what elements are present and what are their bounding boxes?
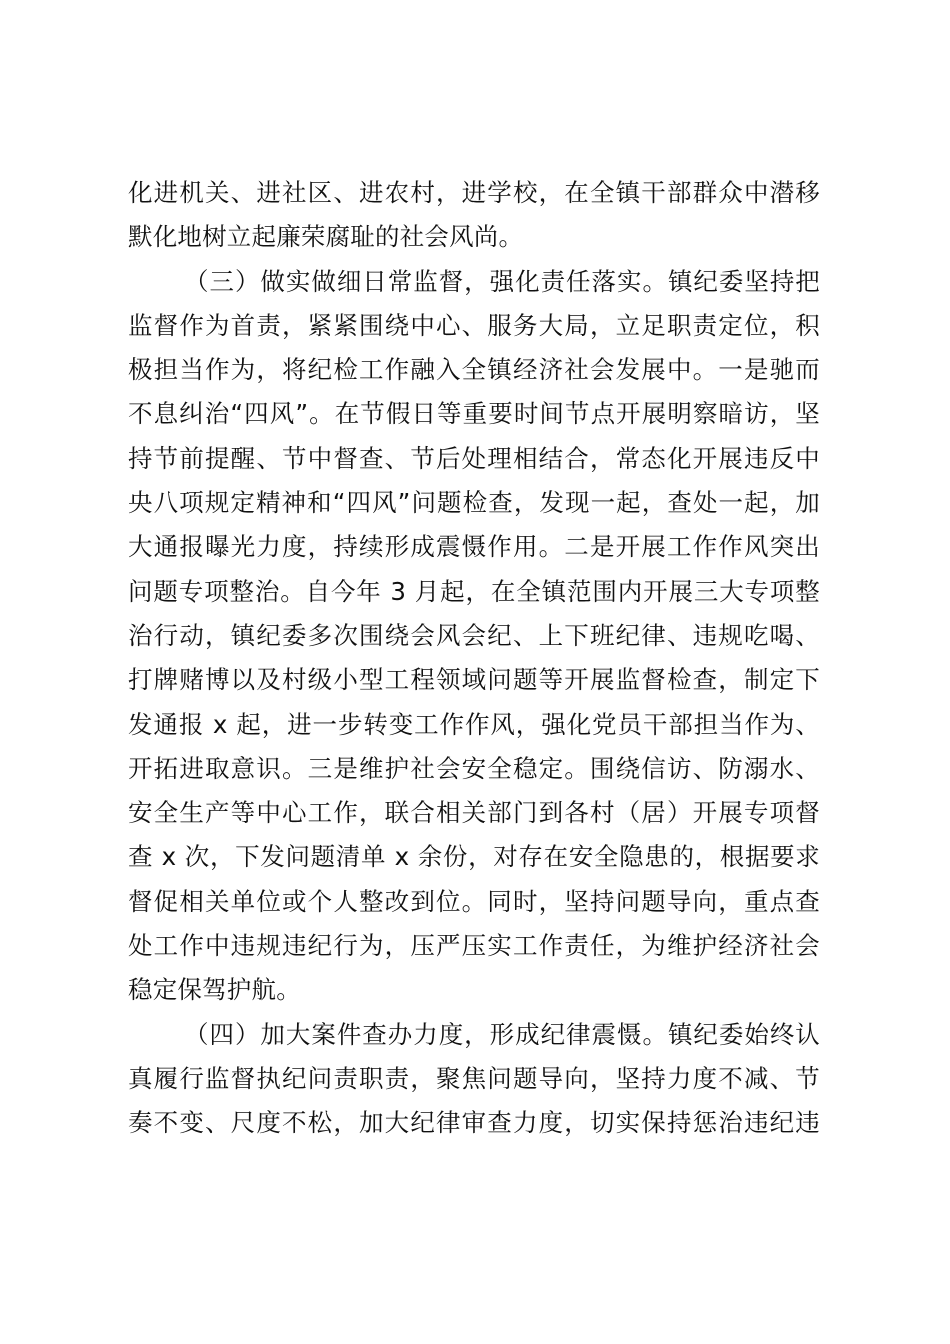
text-line: 问题专项整治。自今年 3 月起，在全镇范围内开展三大专项整 — [128, 576, 820, 606]
text-line: 奏不变、尺度不松，加大纪律审查力度，切实保持惩治违纪违 — [128, 1108, 820, 1138]
text-line: 处工作中违规违纪行为，压严压实工作责任，为维护经济社会 — [128, 931, 820, 961]
text-line: 安全生产等中心工作，联合相关部门到各村（居）开展专项督 — [128, 798, 820, 828]
text-line: 默化地树立起廉荣腐耻的社会风尚。 — [128, 222, 524, 252]
text-line: 打牌赌博以及村级小型工程领域问题等开展监督检查，制定下 — [128, 665, 820, 695]
text-line: 查 x 次，下发问题清单 x 余份，对存在安全隐患的，根据要求 — [128, 842, 820, 872]
section-heading-line: （三）做实做细日常监督，强化责任落实。镇纪委坚持把 — [184, 266, 820, 296]
text-line: 监督作为首责，紧紧围绕中心、服务大局，立足职责定位，积 — [128, 310, 820, 340]
text-line: 央八项规定精神和“四风”问题检查，发现一起，查处一起，加 — [128, 488, 820, 518]
text-line: 极担当作为，将纪检工作融入全镇经济社会发展中。一是驰而 — [128, 355, 820, 385]
text-line: 开拓进取意识。三是维护社会安全稳定。围绕信访、防溺水、 — [128, 753, 820, 783]
text-line: 不息纠治“四风”。在节假日等重要时间节点开展明察暗访，坚 — [128, 399, 820, 429]
text-line: 持节前提醒、节中督查、节后处理相结合，常态化开展违反中 — [128, 443, 820, 473]
text-line: 稳定保驾护航。 — [128, 975, 301, 1005]
text-line: 大通报曝光力度，持续形成震慑作用。二是开展工作作风突出 — [128, 532, 820, 562]
document-body — [128, 171, 820, 1146]
section-heading-line: （四）加大案件查办力度，形成纪律震慑。镇纪委始终认 — [184, 1019, 820, 1049]
text-line: 督促相关单位或个人整改到位。同时，坚持问题导向，重点查 — [128, 886, 820, 916]
text-line: 真履行监督执纪问责职责，聚焦问题导向，坚持力度不减、节 — [128, 1063, 820, 1093]
text-line: 治行动，镇纪委多次围绕会风会纪、上下班纪律、违规吃喝、 — [128, 620, 820, 650]
text-line: 发通报 x 起，进一步转变工作作风，强化党员干部担当作为、 — [128, 709, 820, 739]
text-line: 化进机关、进社区、进农村，进学校，在全镇干部群众中潜移 — [128, 178, 820, 207]
